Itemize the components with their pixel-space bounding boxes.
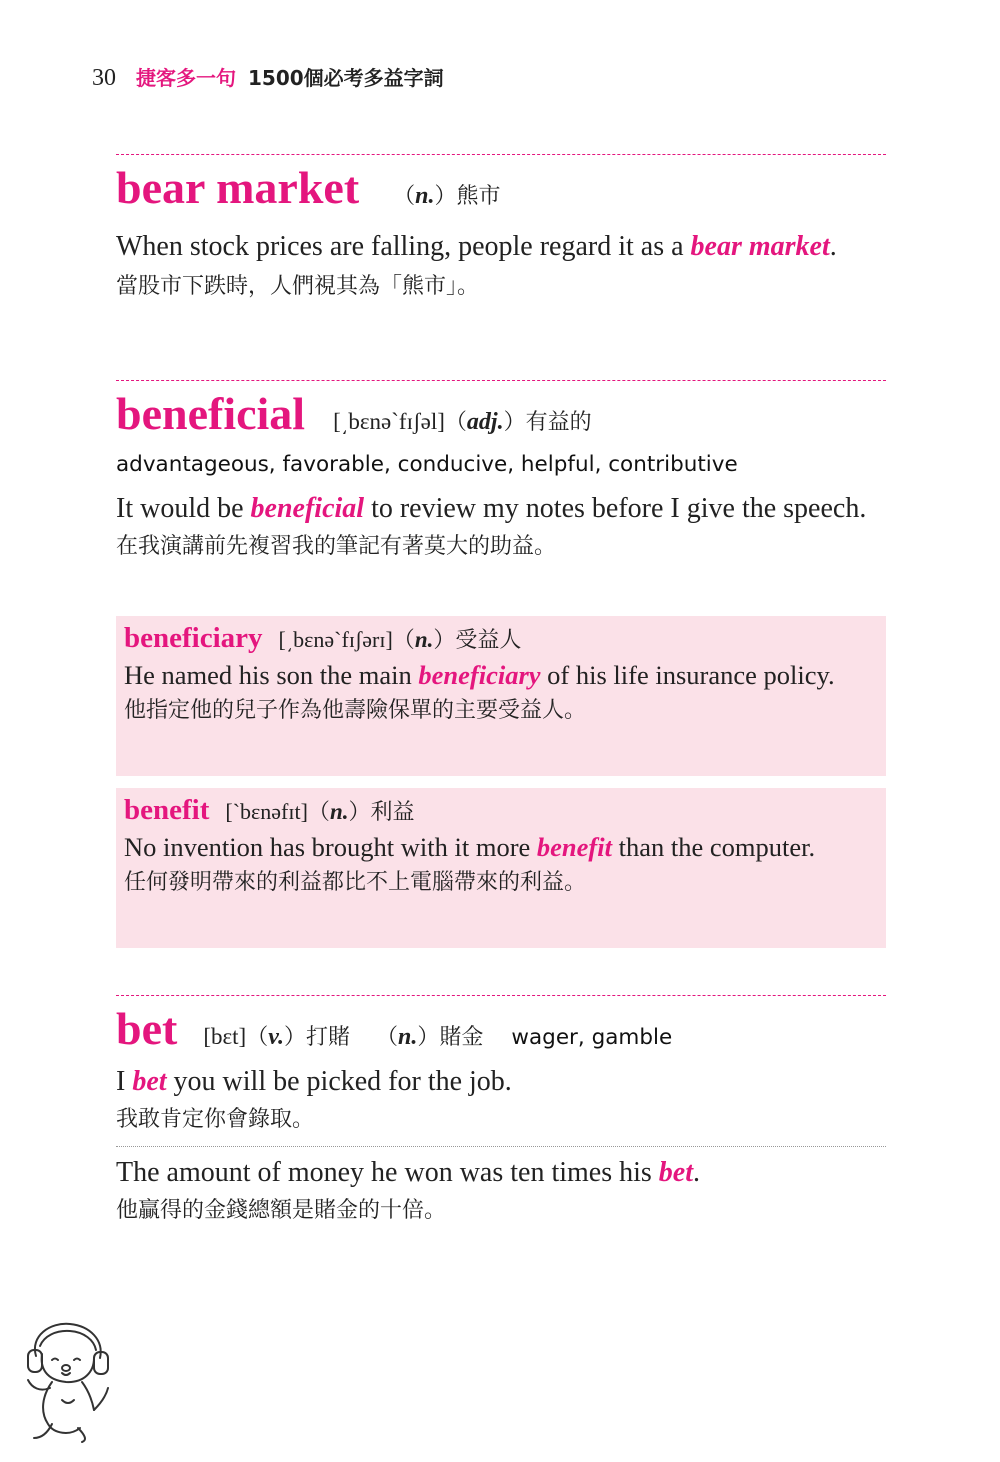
meaning: 有益的 <box>525 410 592 435</box>
example-sentence: He named his son the main beneficiary of his life insurance policy. <box>124 660 835 690</box>
example-translation: 任何發明帶來的利益都比不上電腦帶來的利益。 <box>124 870 587 895</box>
keyword: bear market <box>690 231 830 262</box>
divider <box>116 995 886 996</box>
divider <box>116 380 886 381</box>
phonetic: [`bɛnəfɪt] <box>225 799 308 824</box>
keyword: beneficiary <box>418 660 541 690</box>
example-separator <box>116 1146 886 1147</box>
meaning-noun: 賭金 <box>439 1025 484 1050</box>
headword: bear market <box>116 162 360 213</box>
series-title: 捷客多一句 <box>136 66 236 90</box>
example-sentence: It would be beneficial to review my notes before I give the speech. <box>116 493 867 524</box>
meaning: 利益 <box>370 800 415 825</box>
example-sentence-1: I bet you will be picked for the job. <box>116 1066 512 1097</box>
meaning: 受益人 <box>455 628 522 653</box>
meaning-verb: 打賭 <box>306 1025 351 1050</box>
example-translation-2: 他贏得的金錢總額是賭金的十倍。 <box>116 1198 447 1223</box>
phonetic: [͵bɛnə`fɪʃərɪ] <box>278 627 393 652</box>
phonetic: [͵bɛnə`fɪʃəl] <box>333 409 445 434</box>
entry-bear-market: bear market （ n. ） 熊市 When stock prices are falling, people regard it as a bear market. 當股市下跌時，人們視其為「熊市」。 <box>116 154 886 305</box>
dancing-bear-headphones-icon <box>22 1316 114 1444</box>
phonetic: [bɛt] <box>203 1024 247 1049</box>
example-translation-1: 我敢肯定你會錄取。 <box>116 1107 315 1132</box>
book-title: 1500個必考多益字詞 <box>248 66 444 90</box>
page-number: 30 <box>92 65 116 91</box>
related-word-box-beneficiary: beneficiary [͵bɛnə`fɪʃərɪ] （ n. ） 受益人 He named his son the main beneficiary of his life insurance policy. 他指定他的兒子作為他壽險保單的主要受益人。 <box>116 616 886 776</box>
keyword: bet <box>132 1066 167 1097</box>
related-headword: benefit <box>124 794 210 826</box>
related-headword: beneficiary <box>124 622 263 654</box>
entry-bet: bet [bɛt] （ v. ） 打賭 （ n. ） 賭金 wager, gamble I bet you will be picked for the job. 我敢肯定你會錄取。 The amount of money he won was ten times his bet. 他贏得的金錢總額是賭金的十倍。 <box>116 995 886 1229</box>
part-of-speech: n. <box>415 183 435 209</box>
example-translation: 在我演講前先複習我的筆記有著莫大的助益。 <box>116 534 557 559</box>
synonyms: wager, gamble <box>511 1025 673 1050</box>
keyword: bet <box>658 1157 694 1188</box>
meaning: 熊市 <box>456 184 501 209</box>
example-sentence: No invention has brought with it more benefit than the computer. <box>124 832 816 862</box>
keyword: beneficial <box>250 493 365 524</box>
example-translation: 他指定他的兒子作為他壽險保單的主要受益人。 <box>124 698 587 723</box>
part-of-speech-noun: n. <box>398 1024 418 1050</box>
part-of-speech: n. <box>414 627 434 652</box>
part-of-speech-verb: v. <box>268 1024 284 1050</box>
keyword: benefit <box>536 832 612 862</box>
related-word-box-benefit: benefit [`bɛnəfɪt] （ n. ） 利益 No invention has brought with it more benefit than the computer. 任何發明帶來的利益都比不上電腦帶來的利益。 <box>116 788 886 948</box>
part-of-speech: adj. <box>466 409 504 435</box>
page-header <box>92 62 444 96</box>
headword: bet <box>116 1003 178 1054</box>
divider <box>116 154 886 155</box>
example-sentence-2: The amount of money he won was ten times his bet. <box>116 1157 701 1188</box>
headword: beneficial <box>116 388 306 439</box>
synonyms: advantageous, favorable, conducive, helpful, contributive <box>116 452 738 477</box>
entry-beneficial: beneficial [͵bɛnə`fɪʃəl] （ adj. ） 有益的 advantageous, favorable, conducive, helpful, contributive It would be beneficial to review my notes before I give the speech. 在我演講前先複習我的筆記有著莫大的助益。 <box>116 380 886 565</box>
example-sentence: When stock prices are falling, people regard it as a bear market. <box>116 231 837 262</box>
part-of-speech: n. <box>329 799 349 824</box>
example-translation: 當股市下跌時，人們視其為「熊市」。 <box>116 274 480 299</box>
